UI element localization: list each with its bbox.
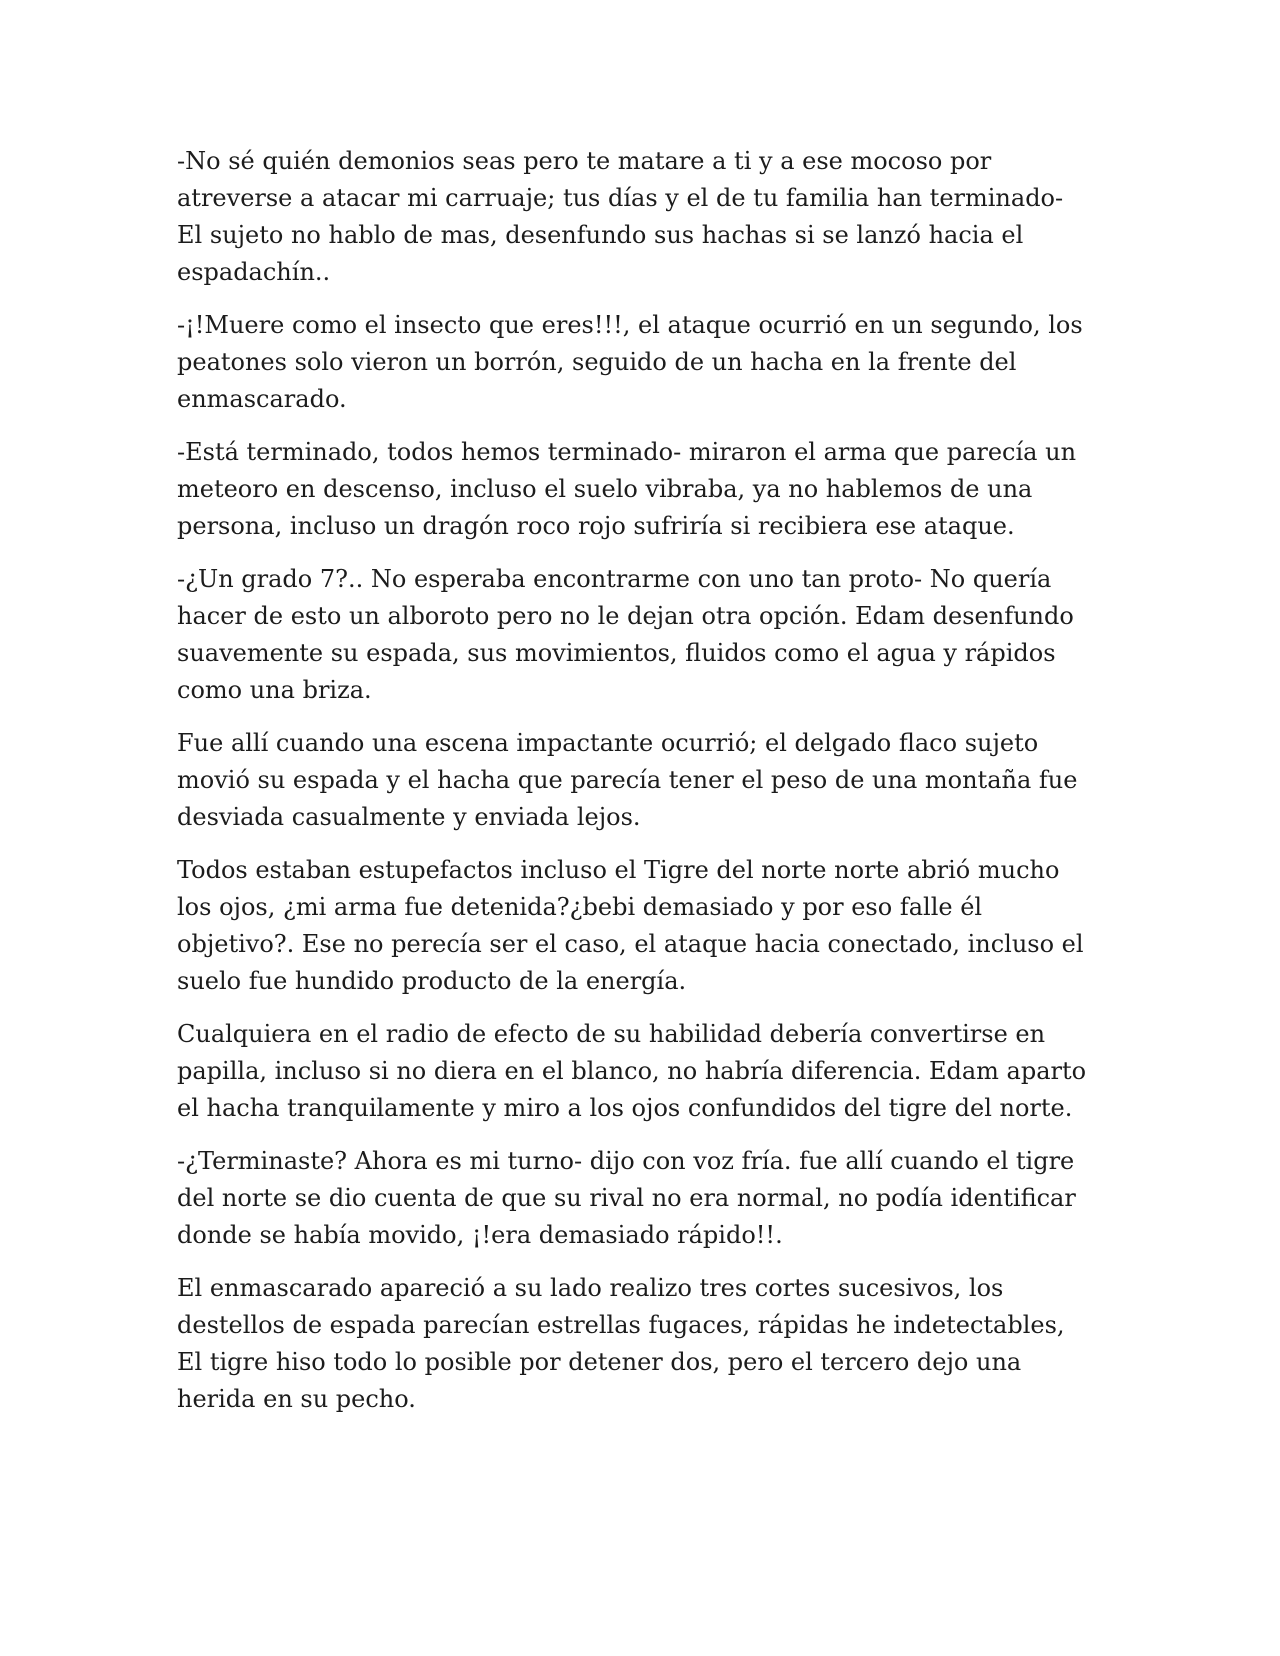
text-line: espadachín.. <box>177 258 331 286</box>
text-line: -¿Un grado 7?.. No esperaba encontrarme con uno tan proto- No quería <box>177 565 1052 593</box>
paragraph-6 <box>177 852 1107 1000</box>
text-line: -¿Terminaste? Ahora es mi turno- dijo con voz fría. fue allí cuando el tigre <box>177 1147 1075 1175</box>
text-line: papilla, incluso si no diera en el blanco, no habría diferencia. Edam aparto <box>177 1057 1087 1085</box>
text-line: meteoro en descenso, incluso el suelo vibraba, ya no hablemos de una <box>177 475 1033 503</box>
text-line: los ojos, ¿mi arma fue detenida?¿bebi demasiado y por eso falle él <box>177 893 983 921</box>
paragraph-2 <box>177 307 1107 418</box>
text-line: Fue allí cuando una escena impactante ocurrió; el delgado flaco sujeto <box>177 729 1039 757</box>
text-line: movió su espada y el hacha que parecía tener el peso de una montaña fue <box>177 766 1078 794</box>
paragraph-3 <box>177 434 1107 545</box>
text-line: desviada casualmente y enviada lejos. <box>177 803 641 831</box>
text-line: El enmascarado apareció a su lado realizo tres cortes sucesivos, los <box>177 1274 1004 1302</box>
text-line: peatones solo vieron un borrón, seguido de un hacha en la frente del <box>177 348 1017 376</box>
text-line: persona, incluso un dragón roco rojo sufriría si recibiera ese ataque. <box>177 512 1015 540</box>
paragraph-5 <box>177 725 1107 836</box>
text-line: hacer de esto un alboroto pero no le dejan otra opción. Edam desenfundo <box>177 602 1074 630</box>
text-line: del norte se dio cuenta de que su rival no era normal, no podía identificar <box>177 1184 1076 1212</box>
text-line: Cualquiera en el radio de efecto de su habilidad debería convertirse en <box>177 1020 1046 1048</box>
text-line: -Está terminado, todos hemos terminado- miraron el arma que parecía un <box>177 438 1077 466</box>
text-line: El tigre hiso todo lo posible por detener dos, pero el tercero dejo una <box>177 1348 1022 1376</box>
text-line: como una briza. <box>177 676 372 704</box>
paragraph-4 <box>177 561 1107 709</box>
paragraph-1 <box>177 143 1107 291</box>
text-line: -¡!Muere como el insecto que eres!!!, el ataque ocurrió en un segundo, los <box>177 311 1083 339</box>
text-line: Todos estaban estupefactos incluso el Tigre del norte norte abrió mucho <box>177 856 1060 884</box>
text-line: enmascarado. <box>177 385 347 413</box>
text-line: destellos de espada parecían estrellas fugaces, rápidas he indetectables, <box>177 1311 1065 1339</box>
text-line: -No sé quién demonios seas pero te matare a ti y a ese mocoso por <box>177 147 992 175</box>
text-line: herida en su pecho. <box>177 1385 416 1413</box>
paragraph-9 <box>177 1270 1107 1418</box>
text-line: objetivo?. Ese no perecía ser el caso, el ataque hacia conectado, incluso el <box>177 930 1084 958</box>
document-page <box>177 143 1107 1434</box>
text-line: suelo fue hundido producto de la energía. <box>177 967 687 995</box>
text-line: suavemente su espada, sus movimientos, fluidos como el agua y rápidos <box>177 639 1056 667</box>
text-line: El sujeto no hablo de mas, desenfundo sus hachas si se lanzó hacia el <box>177 221 1024 249</box>
paragraph-7 <box>177 1016 1107 1127</box>
paragraph-8 <box>177 1143 1107 1254</box>
text-line: el hacha tranquilamente y miro a los ojos confundidos del tigre del norte. <box>177 1094 1073 1122</box>
text-line: atreverse a atacar mi carruaje; tus días y el de tu familia han terminado- <box>177 184 1064 212</box>
text-line: donde se había movido, ¡!era demasiado rápido!!. <box>177 1221 783 1249</box>
